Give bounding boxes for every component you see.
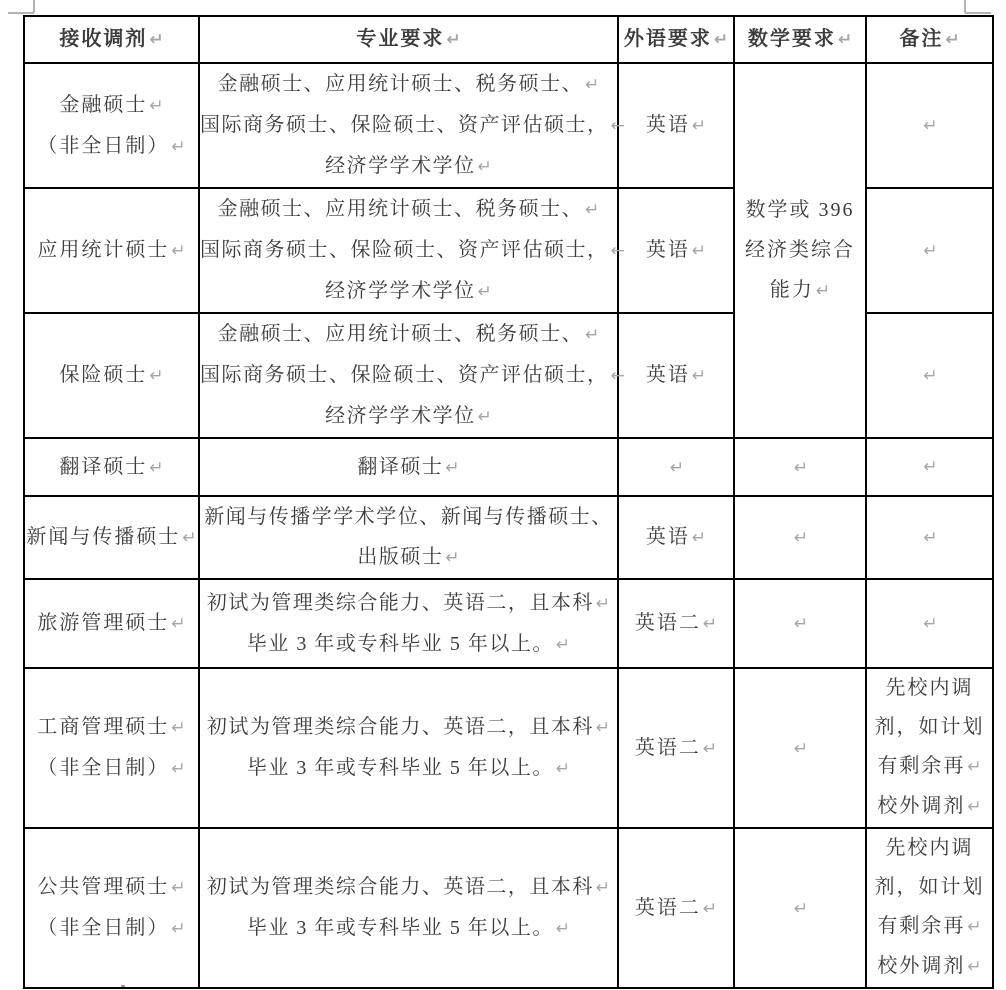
table-corner-mark-left	[8, 12, 34, 14]
paragraph-mark-icon: ↵	[702, 898, 718, 919]
paragraph-mark-icon: ↵	[595, 593, 611, 614]
paragraph-mark-icon: ↵	[171, 614, 186, 634]
cell-journalism-major-line-2	[200, 537, 617, 578]
paragraph-mark-icon: ↵	[702, 738, 718, 759]
table-corner-mark-left	[33, 0, 35, 13]
cell-mba-remark	[866, 668, 993, 828]
paragraph-mark-icon: ↵	[923, 240, 938, 261]
cell-finance-remark-line-1	[867, 106, 992, 146]
cell-finance-program-line-2-text: （非全日制）	[37, 134, 170, 157]
cell-finance-math-line-3-text: 能力	[769, 279, 814, 301]
cell-mba-language	[618, 668, 734, 828]
cell-mba-major-line-2	[200, 748, 617, 789]
cell-mpa-program-line-2-text: （非全日制）	[37, 917, 170, 939]
cell-tourism-math-line-1	[735, 603, 865, 644]
cell-mba-major	[199, 668, 618, 828]
cell-tourism-major	[199, 579, 618, 668]
paragraph-mark-icon: ↵	[967, 957, 982, 977]
cell-mpa-remark-line-4	[867, 947, 992, 987]
cell-finance-major-line-2	[200, 105, 625, 146]
paragraph-mark-icon: ↵	[171, 878, 186, 898]
cell-insurance-major-line-1-text: 金融硕士、应用统计硕士、税务硕士、	[217, 323, 584, 345]
cell-finance-major	[199, 63, 625, 188]
cell-mba-remark-line-4-text: 校外调剂	[877, 795, 966, 817]
paragraph-mark-icon: ↵	[555, 919, 571, 939]
cell-mpa-remark-line-1-text: 先校内调	[885, 837, 974, 859]
cell-mpa-program-line-1-text: 公共管理硕士	[37, 876, 170, 898]
adjustment-table	[23, 15, 994, 989]
cell-finance-language	[618, 63, 734, 188]
cell-mba-language-line-1-text: 英语二	[634, 736, 701, 759]
cell-journalism-remark-line-1	[867, 518, 992, 558]
cell-tourism-language	[618, 579, 734, 668]
paragraph-mark-icon: ↵	[793, 738, 809, 759]
cell-journalism-program-line-1-text: 新闻与传播硕士	[26, 526, 181, 548]
cell-journalism-language-line-1-text: 英语	[645, 526, 690, 548]
cell-insurance-program-line-1	[25, 355, 198, 396]
cell-journalism-remark	[866, 496, 993, 579]
cell-finance-program-line-2	[25, 126, 198, 167]
cell-journalism-program	[24, 496, 199, 579]
cell-mba-remark-line-4	[867, 787, 992, 827]
paragraph-mark-icon: ↵	[585, 200, 600, 220]
paragraph-mark-icon: ↵	[837, 30, 853, 50]
cell-insurance-language-line-1	[619, 355, 733, 396]
paragraph-mark-icon: ↵	[446, 30, 461, 50]
cell-mba-program-line-2	[25, 748, 198, 789]
cell-mba-remark-line-3-text: 有剩余再	[877, 755, 966, 777]
header-language	[618, 16, 734, 63]
cell-mba-remark-line-2	[867, 708, 992, 747]
cell-mba-math	[734, 668, 866, 828]
cell-translation-major	[199, 438, 618, 496]
cell-applied-statistics-language-line-1	[619, 230, 733, 271]
cell-insurance-major-line-3	[200, 396, 617, 437]
cell-journalism-major-line-1	[200, 497, 617, 537]
cell-applied-statistics-language-line-1-text: 英语	[645, 239, 690, 261]
cell-mpa-remark	[866, 828, 993, 988]
cell-mpa-major-line-1	[200, 867, 617, 908]
cell-mpa-major-line-2	[200, 908, 617, 949]
header-major-line-text: 专业要求	[356, 28, 445, 50]
paragraph-mark-icon: ↵	[793, 614, 809, 634]
cell-tourism-program-line-1-text: 旅游管理硕士	[37, 612, 170, 634]
cell-applied-statistics-major-line-1	[200, 189, 617, 230]
cell-translation-program-line-1	[25, 447, 198, 488]
table-corner-mark-right	[964, 0, 966, 13]
paragraph-mark-icon: ↵	[923, 613, 938, 634]
cell-finance-program-line-1-text: 金融硕士	[59, 93, 148, 116]
cell-mba-major-line-1	[200, 707, 617, 748]
cell-finance-math-line-3	[735, 270, 865, 311]
cell-mpa-remark-line-2	[867, 868, 992, 907]
header-math-line-text: 数学要求	[747, 28, 836, 50]
cell-mpa-math	[734, 828, 866, 988]
cell-applied-statistics-major	[199, 188, 625, 313]
cell-mpa-program-line-2	[25, 908, 198, 949]
cell-applied-statistics-major-line-1-text: 金融硕士、应用统计硕士、税务硕士、	[217, 198, 584, 220]
cell-mba-program-line-2-text: （非全日制）	[37, 757, 170, 779]
cell-finance-major-line-1	[200, 64, 617, 105]
cell-mpa-math-line-1	[735, 888, 865, 929]
cell-finance-program-line-1	[25, 85, 198, 126]
line-break-mark-icon: ←	[610, 366, 625, 386]
cell-insurance-language-line-1-text: 英语	[645, 364, 690, 386]
cell-mpa-language	[618, 828, 734, 988]
paragraph-mark-icon: ↵	[149, 457, 164, 478]
cell-journalism-major-line-1-text: 新闻与传播学学术学位、新闻与传播硕士、	[204, 506, 613, 528]
cell-finance-math-line-2-text: 经济类综合	[745, 239, 855, 261]
table-row-tourism	[24, 579, 993, 668]
cell-applied-statistics-remark	[866, 188, 993, 313]
paragraph-mark-icon: ↵	[171, 919, 186, 939]
paragraph-mark-icon: ↵	[967, 757, 982, 777]
cell-finance-major-line-2-text: 国际商务硕士、保险硕士、资产评估硕士，	[200, 114, 609, 136]
cell-applied-statistics-language	[618, 188, 734, 313]
cell-translation-math-line-1	[735, 447, 865, 488]
cell-finance-program	[24, 63, 199, 188]
cell-translation-language-line-1	[619, 447, 733, 488]
paragraph-mark-icon: ↵	[923, 365, 938, 386]
paragraph-mark-icon: ↵	[793, 898, 809, 919]
table-row-journalism	[24, 496, 993, 579]
cell-applied-statistics-program-line-1-text: 应用统计硕士	[37, 239, 170, 261]
cell-insurance-major-line-2	[200, 355, 625, 396]
table-row-translation	[24, 438, 993, 496]
paragraph-mark-icon: ↵	[445, 457, 460, 478]
cell-tourism-language-line-1	[619, 603, 733, 644]
cell-mba-major-line-2-text: 毕业 3 年或专科毕业 5 年以上。	[246, 757, 554, 779]
cell-finance-language-line-1-text: 英语	[645, 114, 690, 136]
cell-translation-major-line-1	[200, 447, 617, 488]
cell-finance-major-line-3	[200, 146, 617, 187]
paragraph-mark-icon: ↵	[149, 95, 164, 116]
header-major	[199, 16, 618, 63]
paragraph-mark-icon: ↵	[149, 30, 164, 50]
cell-finance-major-line-3-text: 经济学学术学位	[325, 155, 476, 177]
paragraph-mark-icon: ↵	[691, 366, 707, 386]
cell-applied-statistics-major-line-2	[200, 230, 625, 271]
cell-tourism-math	[734, 579, 866, 668]
header-remark-line	[867, 19, 992, 60]
cell-tourism-major-line-1-text: 初试为管理类综合能力、英语二，且本科	[206, 591, 594, 614]
header-remark-line-text: 备注	[899, 28, 944, 50]
cell-finance-math	[734, 63, 866, 438]
paragraph-mark-icon: ↵	[585, 325, 600, 345]
cell-mpa-major-line-2-text: 毕业 3 年或专科毕业 5 年以上。	[246, 917, 554, 939]
cell-mba-language-line-1	[619, 728, 733, 769]
paragraph-mark-icon: ↵	[945, 30, 960, 50]
cell-tourism-major-line-1	[200, 583, 617, 624]
cell-mba-remark-line-1	[867, 669, 992, 708]
cell-mpa-program-line-1	[25, 867, 198, 908]
cell-translation-program-line-1-text: 翻译硕士	[59, 455, 148, 478]
cell-mba-major-line-1-text: 初试为管理类综合能力、英语二，且本科	[206, 716, 594, 738]
paragraph-mark-icon: ↵	[171, 759, 186, 779]
paragraph-mark-icon: ↵	[595, 878, 611, 898]
cell-insurance-program-line-1-text: 保险硕士	[59, 364, 148, 386]
header-program-line	[25, 19, 198, 60]
paragraph-mark-icon: ↵	[555, 759, 571, 779]
cell-mpa-remark-line-4-text: 校外调剂	[877, 955, 966, 977]
table-row-mpa	[24, 828, 993, 988]
cell-mba-program-line-1	[25, 707, 198, 748]
table-corner-mark-right	[965, 12, 991, 14]
paragraph-mark-icon: ↵	[171, 136, 186, 157]
cell-journalism-program-line-1	[25, 517, 198, 558]
header-program-line-text: 接收调剂	[59, 28, 148, 50]
cell-mba-program	[24, 668, 199, 828]
cell-tourism-major-line-2-text: 毕业 3 年或专科毕业 5 年以上。	[246, 632, 554, 655]
cell-tourism-remark-line-1	[867, 604, 992, 644]
cell-mba-remark-line-1-text: 先校内调	[885, 677, 974, 699]
paragraph-mark-icon: ↵	[595, 718, 611, 738]
cell-applied-statistics-program	[24, 188, 199, 313]
cell-mpa-remark-line-3-text: 有剩余再	[877, 915, 966, 937]
cell-finance-language-line-1	[619, 105, 733, 146]
cell-insurance-major-line-1	[200, 314, 617, 355]
cell-applied-statistics-major-line-3	[200, 271, 617, 312]
paragraph-mark-icon: ↵	[691, 241, 707, 261]
cell-mpa-language-line-1	[619, 888, 733, 929]
header-program	[24, 16, 199, 63]
cell-journalism-math-line-1	[735, 517, 865, 558]
cell-mba-remark-line-2-text: 剂，如计划	[874, 716, 985, 738]
cell-tourism-program	[24, 579, 199, 668]
paragraph-mark-icon: ↵	[702, 614, 718, 634]
cell-tourism-major-line-2	[200, 624, 617, 665]
line-break-mark-icon: ←	[610, 116, 625, 136]
paragraph-mark-icon: ↵	[815, 281, 831, 301]
cell-applied-statistics-program-line-1	[25, 230, 198, 271]
paragraph-mark-icon: ↵	[585, 75, 600, 95]
cell-finance-math-line-2	[735, 230, 865, 270]
cell-mba-program-line-1-text: 工商管理硕士	[37, 716, 170, 738]
cell-mba-math-line-1	[735, 728, 865, 769]
paragraph-mark-icon: ↵	[555, 634, 571, 655]
paragraph-mark-icon: ↵	[923, 115, 938, 136]
cell-applied-statistics-major-line-2-text: 国际商务硕士、保险硕士、资产评估硕士，	[200, 239, 609, 261]
header-remark	[866, 16, 993, 63]
cell-insurance-program	[24, 313, 199, 438]
paragraph-mark-icon: ↵	[477, 157, 492, 177]
cell-insurance-major	[199, 313, 625, 438]
cell-journalism-major	[199, 496, 618, 579]
cell-translation-language	[618, 438, 734, 496]
paragraph-mark-icon: ↵	[691, 528, 707, 548]
table-header-row	[24, 16, 993, 63]
cell-mba-remark-line-3	[867, 747, 992, 787]
cell-journalism-major-line-2-text: 出版硕士	[357, 546, 444, 568]
header-math-line	[735, 19, 865, 60]
cell-tourism-language-line-1-text: 英语二	[634, 612, 701, 634]
table-row-finance	[24, 63, 993, 188]
cell-translation-remark-line-1	[867, 447, 992, 487]
cell-finance-math-line-1	[735, 190, 865, 230]
cell-insurance-major-line-2-text: 国际商务硕士、保险硕士、资产评估硕士，	[200, 364, 609, 386]
paragraph-mark-icon: ↵	[149, 366, 164, 386]
cell-finance-math-line-1-text: 数学或 396	[745, 199, 855, 221]
cell-translation-major-line-1-text: 翻译硕士	[357, 455, 444, 478]
cell-mpa-major	[199, 828, 618, 988]
paragraph-mark-icon: ↵	[793, 528, 809, 548]
cell-translation-remark	[866, 438, 993, 496]
cell-finance-remark	[866, 63, 993, 188]
paragraph-mark-icon: ↵	[923, 527, 938, 548]
paragraph-mark-icon: ↵	[669, 457, 685, 478]
table-row-mba	[24, 668, 993, 828]
cell-journalism-language	[618, 496, 734, 579]
cell-tourism-remark	[866, 579, 993, 668]
cell-journalism-language-line-1	[619, 517, 733, 558]
paragraph-mark-icon: ↵	[445, 548, 460, 568]
paragraph-mark-icon: ↵	[477, 282, 492, 302]
header-math	[734, 16, 866, 63]
cell-mpa-program	[24, 828, 199, 988]
cell-finance-major-line-1-text: 金融硕士、应用统计硕士、税务硕士、	[217, 73, 584, 95]
cell-translation-math	[734, 438, 866, 496]
paragraph-mark-icon: ↵	[713, 30, 729, 50]
adjustment-table-body	[24, 16, 993, 988]
cell-insurance-language	[618, 313, 734, 438]
cell-tourism-program-line-1	[25, 603, 198, 644]
cell-insurance-major-line-3-text: 经济学学术学位	[325, 405, 476, 427]
paragraph-mark-icon: ↵	[967, 917, 982, 937]
paragraph-mark-icon: ↵	[171, 718, 186, 738]
paragraph-mark-icon: ↵	[477, 407, 492, 427]
paragraph-mark-icon: ↵	[967, 797, 982, 817]
cell-mpa-language-line-1-text: 英语二	[634, 896, 701, 919]
cell-insurance-remark	[866, 313, 993, 438]
cell-mpa-major-line-1-text: 初试为管理类综合能力、英语二，且本科	[206, 876, 594, 898]
cell-applied-statistics-remark-line-1	[867, 231, 992, 271]
cell-mpa-remark-line-2-text: 剂，如计划	[874, 876, 985, 898]
paragraph-mark-icon: ↵	[171, 241, 186, 261]
cell-insurance-remark-line-1	[867, 356, 992, 396]
cell-translation-program	[24, 438, 199, 496]
header-language-line	[619, 19, 733, 60]
paragraph-mark-icon: ↵	[691, 116, 707, 136]
cell-journalism-math	[734, 496, 866, 579]
cell-mpa-remark-line-3	[867, 907, 992, 947]
header-language-line-text: 外语要求	[623, 28, 712, 50]
paragraph-mark-icon: ↵	[182, 528, 197, 548]
line-break-mark-icon: ←	[610, 241, 625, 261]
paragraph-mark-icon: ↵	[793, 457, 809, 478]
cell-mpa-remark-line-1	[867, 829, 992, 868]
paragraph-mark-icon: ↵	[923, 457, 938, 477]
header-major-line	[200, 19, 617, 60]
cell-applied-statistics-major-line-3-text: 经济学学术学位	[325, 280, 476, 302]
